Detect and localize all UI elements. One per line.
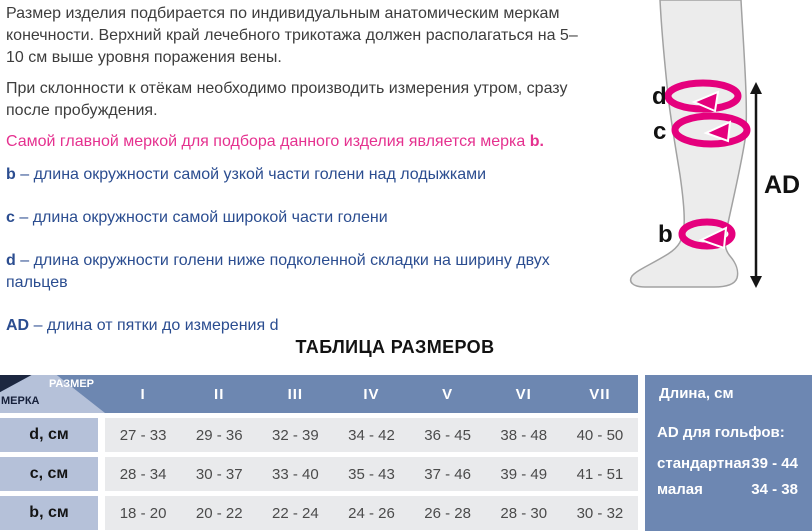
row-label-c: c, см <box>0 457 98 491</box>
size-table <box>0 375 638 530</box>
cell-d-6: 38 - 48 <box>500 426 548 444</box>
length-panel <box>645 375 812 531</box>
cell-c-6: 39 - 49 <box>500 465 548 483</box>
definition-ad-letter: AD <box>6 317 30 334</box>
column-header-1: I <box>140 385 146 403</box>
cell-d-1: 27 - 33 <box>119 426 167 444</box>
corner-label-measure: МЕРКА <box>1 395 40 407</box>
length-row-small <box>657 481 798 498</box>
length-panel-title: Длина, см <box>659 385 734 402</box>
cell-c-2: 30 - 37 <box>195 465 243 483</box>
cell-d-3: 32 - 39 <box>272 426 319 444</box>
cell-b-5: 26 - 28 <box>424 504 471 522</box>
diagram-label-ad: AD <box>764 171 801 199</box>
size-column-headers <box>105 375 638 413</box>
row-label-b: b, см <box>0 496 98 530</box>
table-row-b <box>0 496 638 530</box>
definition-c-text: – длина окружности самой широкой части голени <box>19 209 388 226</box>
definition-d-letter: d <box>6 252 16 269</box>
ad-length-arrow-icon <box>750 82 762 288</box>
row-label-d: d, см <box>0 418 98 452</box>
definition-c-letter: c <box>6 209 15 226</box>
cell-b-2: 20 - 22 <box>195 504 243 522</box>
key-measure-note <box>6 131 586 153</box>
key-measure-text: Самой главной меркой для подбора данного изделия является мерка <box>6 133 530 150</box>
definition-c <box>6 207 586 229</box>
definition-b <box>6 164 586 186</box>
definition-ad <box>6 315 586 337</box>
key-measure-letter: b. <box>529 133 544 150</box>
length-small-label: малая <box>657 481 703 498</box>
column-header-5: V <box>442 385 454 403</box>
table-row-c <box>0 457 638 491</box>
definition-b-letter: b <box>6 166 16 183</box>
row-b-cells <box>105 496 638 530</box>
cell-d-2: 29 - 36 <box>195 426 243 444</box>
cell-d-5: 36 - 45 <box>424 426 471 444</box>
table-row-d <box>0 418 638 452</box>
column-header-7: VII <box>589 385 611 403</box>
length-row-standard <box>657 455 798 472</box>
diagram-label-b: b <box>658 221 673 248</box>
definition-d <box>6 250 586 294</box>
cell-c-4: 35 - 43 <box>348 465 395 483</box>
cell-c-7: 41 - 51 <box>576 465 624 483</box>
cell-b-4: 24 - 26 <box>348 504 395 522</box>
cell-c-5: 37 - 46 <box>424 465 471 483</box>
row-c-cells <box>105 457 638 491</box>
leg-measurement-diagram <box>600 0 812 300</box>
row-d-cells <box>105 418 638 452</box>
length-panel-subtitle: AD для гольфов: <box>657 424 785 441</box>
definition-d-text: – длина окружности голени ниже подколенной складки на ширину двух пальцев <box>6 252 550 291</box>
cell-b-6: 28 - 30 <box>500 504 548 522</box>
length-standard-value: 39 - 44 <box>751 455 798 472</box>
column-header-2: II <box>214 385 225 403</box>
length-standard-label: стандартная <box>657 455 751 472</box>
diagram-label-c: c <box>653 118 667 145</box>
diagram-label-d: d <box>652 83 667 110</box>
cell-d-4: 34 - 42 <box>348 426 395 444</box>
size-table-header-row <box>0 375 638 413</box>
size-table-title: ТАБЛИЦА РАЗМЕРОВ <box>295 337 495 357</box>
intro-paragraph-2: При склонности к отёкам необходимо производить измерения утром, сразу после пробуждения. <box>6 80 568 119</box>
intro-text-block <box>6 3 586 358</box>
column-header-4: IV <box>363 385 380 403</box>
size-table-corner-cell <box>0 375 105 413</box>
length-small-value: 34 - 38 <box>751 481 798 498</box>
cell-d-7: 40 - 50 <box>576 426 624 444</box>
cell-b-1: 18 - 20 <box>119 504 167 522</box>
cell-c-3: 33 - 40 <box>272 465 319 483</box>
column-header-3: III <box>287 385 304 403</box>
column-header-6: VI <box>515 385 532 403</box>
definition-ad-text: – длина от пятки до измерения d <box>33 317 279 334</box>
definition-b-text: – длина окружности самой узкой части голени над лодыжками <box>20 166 487 183</box>
intro-paragraph-1: Размер изделия подбирается по индивидуальным анатомическим меркам конечности. Верхний край лечебного трикотажа должен располагаться на 5–10 см выше уровня поражения вены. <box>6 5 578 66</box>
cell-c-1: 28 - 34 <box>119 465 167 483</box>
corner-label-size: РАЗМЕР <box>48 378 94 390</box>
cell-b-3: 22 - 24 <box>272 504 319 522</box>
cell-b-7: 30 - 32 <box>576 504 624 522</box>
